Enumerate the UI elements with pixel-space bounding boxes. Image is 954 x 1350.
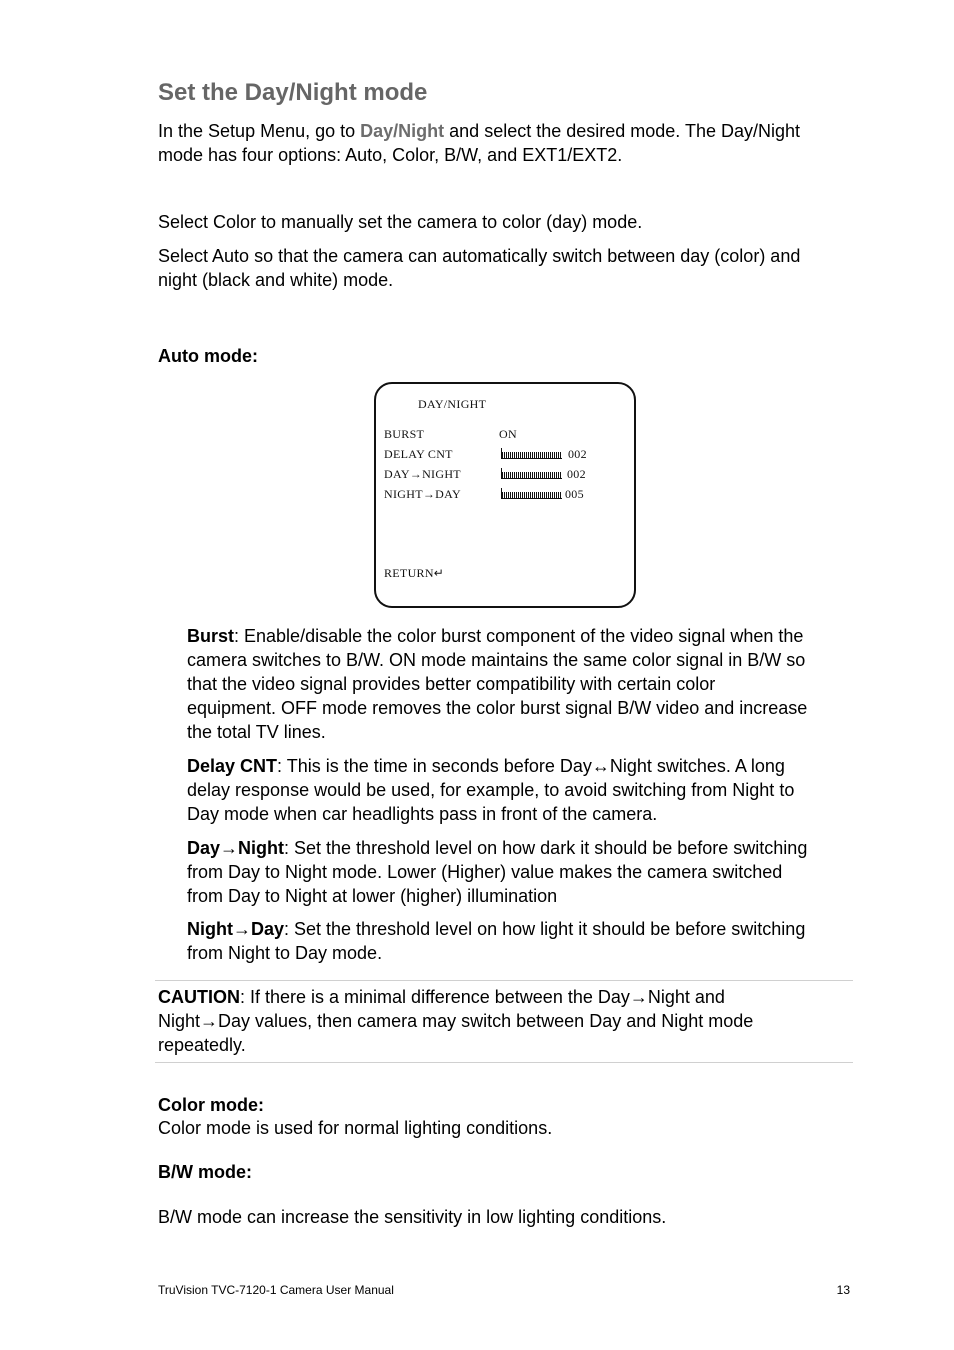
caution-line-3: repeatedly. — [158, 1035, 246, 1055]
osd-label-delay-cnt: DELAY CNT — [384, 447, 453, 461]
day-night-definition — [187, 836, 867, 908]
intro-line-2: mode has four options: Auto, Color, B/W, and EXT1/EXT2. — [158, 145, 623, 165]
osd-label-burst: BURST — [384, 427, 425, 441]
color-mode-heading: Color mode: — [158, 1095, 264, 1115]
burst-line-3: that the video signal provides better compatibility with certain color — [187, 674, 716, 694]
delay-cnt-line-1: : This is the time in seconds before Day↔Night switches. A long — [277, 756, 785, 776]
caution-term: CAUTION — [158, 987, 240, 1007]
night-day-term: Night→Day — [187, 919, 285, 939]
color-select-paragraph: Select Color to manually set the camera to color (day) mode. — [158, 212, 643, 232]
osd-bar-night-day — [502, 492, 562, 499]
night-day-line-1: : Set the threshold level on how light it should be before switching — [284, 919, 806, 939]
day-night-line-2: from Day to Night mode. Lower (Higher) value makes the camera switched — [187, 862, 783, 882]
intro-line-1 — [158, 119, 858, 143]
delay-cnt-line-2: delay response would be used, for example, to avoid switching from Night to — [187, 780, 795, 800]
caution-line-1: : If there is a minimal difference between the Day→Night and — [240, 987, 725, 1007]
intro-paragraph — [158, 119, 858, 167]
footer-page-number: 13 — [836, 1283, 850, 1297]
delay-cnt-definition — [187, 754, 867, 826]
delay-cnt-line-3: Day mode when car headlights pass in front of the camera. — [187, 804, 658, 824]
burst-line-4: equipment. OFF mode removes the color burst signal B/W video and increase — [187, 698, 808, 718]
osd-title: DAY/NIGHT — [418, 397, 487, 411]
osd-bar-delay-cnt — [502, 452, 562, 459]
intro-pre: In the Setup Menu, go to — [158, 121, 361, 141]
burst-line-5: the total TV lines. — [187, 722, 326, 742]
osd-return: RETURN↵ — [384, 566, 445, 580]
auto-select-paragraph — [158, 244, 858, 292]
auto-select-line-2: night (black and white) mode. — [158, 270, 394, 290]
auto-select-line-1: Select Auto so that the camera can automatically switch between day (color) and — [158, 246, 801, 266]
burst-line-1: : Enable/disable the color burst component of the video signal when the — [234, 626, 804, 646]
osd-value-delay-cnt: 002 — [568, 447, 587, 461]
caution-bottom-rule — [155, 1062, 853, 1063]
day-night-line-1: : Set the threshold level on how dark it should be before switching — [284, 838, 808, 858]
osd-value-night-day: 005 — [565, 487, 584, 501]
osd-value-burst: ON — [499, 427, 517, 441]
caution-line-2: Night→Day values, then camera may switch between Day and Night mode — [158, 1011, 754, 1031]
caution-note — [158, 985, 858, 1057]
night-day-definition — [187, 917, 867, 965]
day-night-link: Day/Night — [360, 121, 445, 141]
day-night-term: Day→Night — [187, 838, 285, 858]
burst-line-2: camera switches to B/W. ON mode maintains the same color signal in B/W so — [187, 650, 806, 670]
bw-mode-text: B/W mode can increase the sensitivity in low lighting conditions. — [158, 1207, 667, 1227]
bw-mode-heading: B/W mode: — [158, 1162, 252, 1182]
page-title: Set the Day/Night mode — [158, 79, 428, 106]
auto-mode-heading: Auto mode: — [158, 346, 258, 366]
burst-term: Burst — [187, 626, 235, 646]
osd-label-night-day: NIGHT→DAY — [384, 487, 461, 501]
day-night-line-3: from Day to Night at lower (higher) illumination — [187, 886, 558, 906]
osd-label-day-night: DAY→NIGHT — [384, 467, 461, 481]
color-mode-text: Color mode is used for normal lighting conditions. — [158, 1118, 553, 1138]
osd-bar-day-night — [502, 472, 562, 479]
osd-value-day-night: 002 — [567, 467, 586, 481]
intro-post: and select the desired mode. The Day/Night — [444, 121, 801, 141]
night-day-line-2: from Night to Day mode. — [187, 943, 383, 963]
burst-definition — [187, 624, 867, 744]
day-night-osd-menu — [374, 382, 636, 608]
caution-top-rule — [155, 980, 853, 981]
delay-cnt-term: Delay CNT — [187, 756, 278, 776]
footer-manual-title: TruVision TVC-7120-1 Camera User Manual — [158, 1283, 394, 1297]
